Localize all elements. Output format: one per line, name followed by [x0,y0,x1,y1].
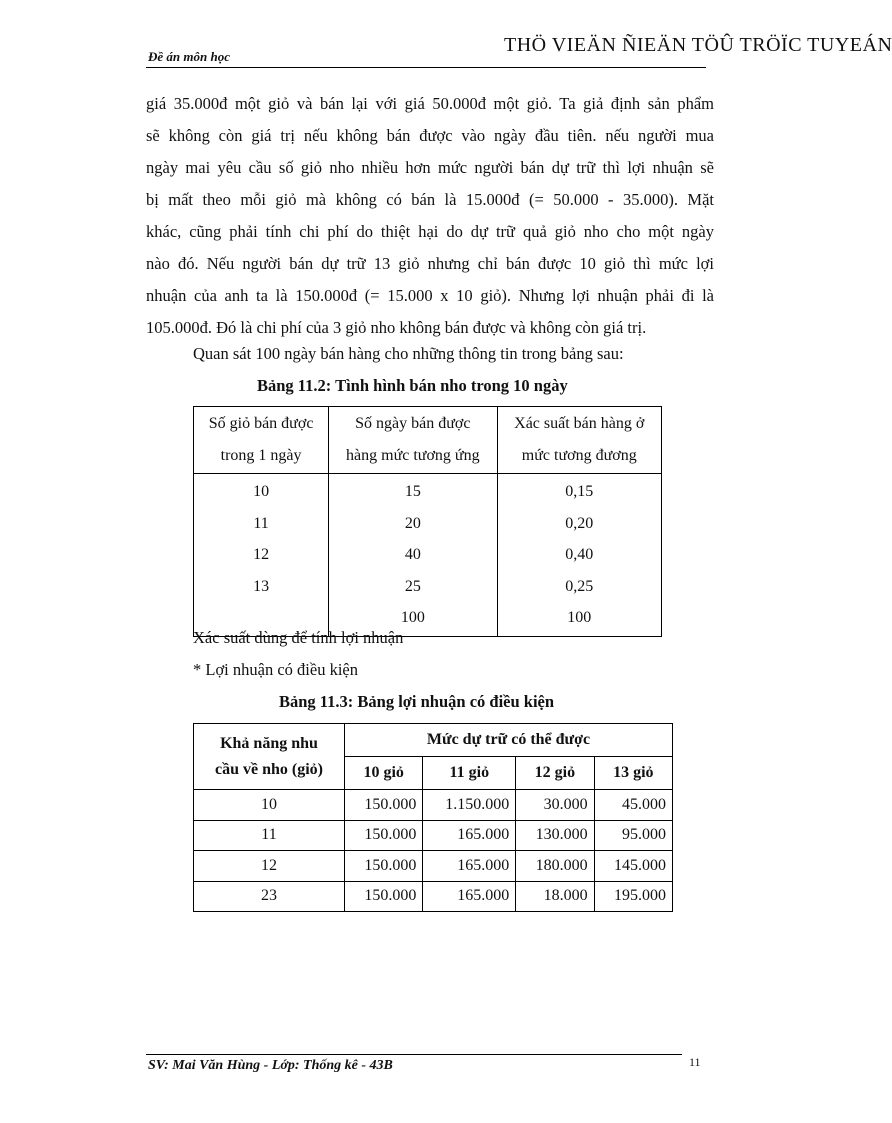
table-cell: 150.000 [345,820,423,851]
table-row [194,508,662,540]
table-cell: 165.000 [423,881,516,912]
table-row [194,539,662,571]
table-cell: 195.000 [594,881,672,912]
header-right-title: THÖ VIEÄN ÑIEÄN TÖÛ TRÖÏC TUYEÁN [504,34,892,56]
table-cell: 12 [194,539,329,571]
table-row [194,790,673,821]
footer-rule [146,1054,682,1055]
table-column-header: 12 giỏ [516,757,594,790]
table-cell: 15 [329,474,497,508]
table-group-header: Mức dự trữ có thể được [345,724,673,757]
table-cell: 13 [194,571,329,603]
table-cell: 20 [329,508,497,540]
table-cell: 150.000 [345,851,423,882]
table-row-header: Khả năng nhu cầu về nho (giỏ) [194,724,345,790]
body-paragraph [146,88,714,344]
paragraph-line: sẽ không còn giá trị nếu không bán được vào ngày đầu tiên. nếu người mua [146,126,714,145]
table2-caption: Bảng 11.3: Bảng lợi nhuận có điều kiện [279,692,555,711]
sales-table [193,406,662,637]
table-column-header: 11 giỏ [423,757,516,790]
table-row [194,820,673,851]
table-cell: 100 [329,602,497,636]
paragraph-line: bị mất theo mỗi giỏ mà không có bán là 15.000đ (= 50.000 - 35.000). Mặt [146,190,714,209]
paragraph-line: nhuận của anh ta là 150.000đ (= 15.000 x 10 giỏ). Nhưng lợi nhuận phải đi là [146,286,714,305]
table-cell: 0,25 [497,571,662,603]
note-conditional-profit: * Lợi nhuận có điều kiện [193,660,358,679]
table-cell: 1.150.000 [423,790,516,821]
table-cell: 0,15 [497,474,662,508]
paragraph-line: ngày mai yêu cầu số giỏ nho nhiều hơn mức người bán dự trữ thì lợi nhuận sẽ [146,158,714,177]
table-cell: 45.000 [594,790,672,821]
paragraph-line: khác, cũng phải tính chi phí do thiệt hại do dự trữ quả giỏ nho cho một ngày [146,222,714,241]
table-cell: 165.000 [423,851,516,882]
table-cell: 150.000 [345,881,423,912]
paragraph-line: giá 35.000đ một giỏ và bán lại với giá 50.000đ một giỏ. Ta giả định sản phẩm [146,94,714,113]
table-cell: 145.000 [594,851,672,882]
table-cell: 150.000 [345,790,423,821]
table-cell: 130.000 [516,820,594,851]
table-row [194,571,662,603]
table-header-row [194,407,662,474]
table-cell: 10 [194,474,329,508]
footer-author: SV: Mai Văn Hùng - Lớp: Thống kê - 43B [148,1058,393,1073]
table-cell: 100 [497,602,662,636]
table-row [194,851,673,882]
profit-table [193,723,673,912]
paragraph-line: nào đó. Nếu người bán dự trữ 13 giỏ nhưng chỉ bán được 10 giỏ thì mức lợi [146,254,714,273]
table-header-cell: Số giỏ bán được trong 1 ngày [194,407,329,474]
table-cell: 95.000 [594,820,672,851]
table-cell: 25 [329,571,497,603]
paragraph-line: 105.000đ. Đó là chi phí của 3 giỏ nho không bán được và không còn giá trị. [146,318,647,337]
table-cell: 10 [194,790,345,821]
table-column-header: 10 giỏ [345,757,423,790]
intro-line: Quan sát 100 ngày bán hàng cho những thông tin trong bảng sau: [193,344,624,363]
table-cell: 165.000 [423,820,516,851]
table-header-cell: Số ngày bán được hàng mức tương ứng [329,407,497,474]
table-cell: 0,20 [497,508,662,540]
table-cell: 18.000 [516,881,594,912]
table-row [194,474,662,508]
header-left-title: Đề án môn học [148,49,230,64]
table-header-cell: Xác suất bán hàng ở mức tương đương [497,407,662,474]
note-probability: Xác suất dùng để tính lợi nhuận [193,628,404,647]
table-cell: 11 [194,820,345,851]
table-cell: 180.000 [516,851,594,882]
table-cell: 23 [194,881,345,912]
table-cell: 30.000 [516,790,594,821]
page-number: 11 [689,1055,701,1069]
table-header-row [194,724,673,757]
header-rule [146,67,706,68]
table-cell: 12 [194,851,345,882]
table-cell: 40 [329,539,497,571]
table-cell: 11 [194,508,329,540]
table1-caption: Bảng 11.2: Tình hình bán nho trong 10 ngày [257,376,568,395]
table-column-header: 13 giỏ [594,757,672,790]
table-cell: 0,40 [497,539,662,571]
table-row [194,881,673,912]
